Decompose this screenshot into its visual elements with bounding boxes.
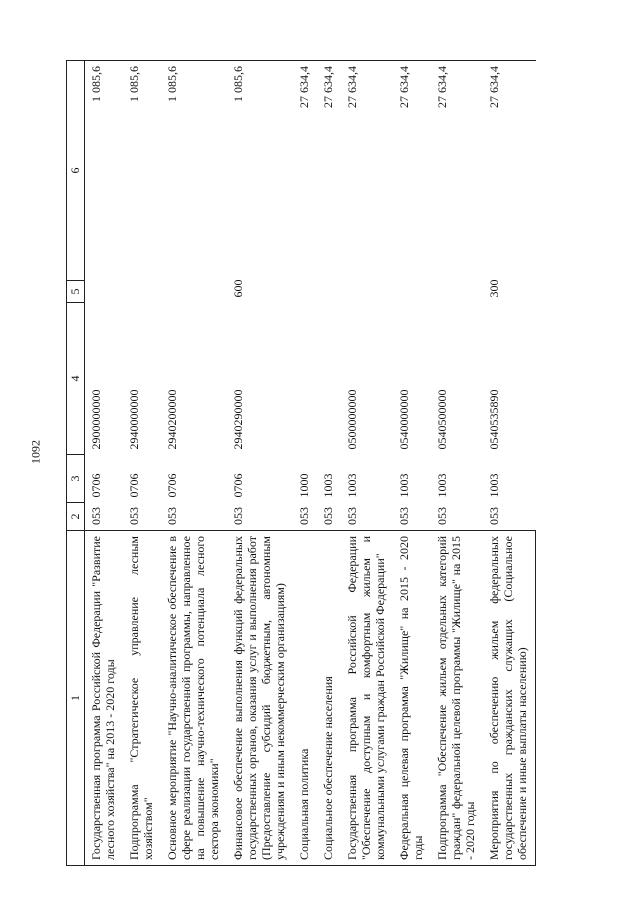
table-row — [123, 61, 161, 866]
row-csr: 0500000000 — [345, 389, 359, 450]
row-vr — [123, 281, 161, 303]
row-amount: 27 634,4 — [431, 61, 483, 281]
table-row — [483, 61, 536, 866]
row-amount: 27 634,4 — [341, 61, 393, 281]
table-row — [393, 61, 431, 866]
row-name: Социальная политика — [293, 531, 317, 866]
row-grbs: 053 — [127, 507, 141, 525]
row-name: Федеральная целевая программа "Жилище" на 2015 - 2020 годы — [393, 531, 431, 866]
row-amount: 1 085,6 — [227, 61, 293, 281]
row-csr: 0540535890 — [487, 389, 501, 450]
row-rzpr: 1000 — [297, 473, 311, 498]
table-row — [317, 61, 341, 866]
row-grbs: 053 — [297, 507, 311, 525]
row-vr — [393, 281, 431, 303]
row-grbs: 053 — [397, 507, 411, 525]
row-name: Социальное обеспечение населения — [317, 531, 341, 866]
table-body — [67, 61, 536, 866]
row-amount: 27 634,4 — [317, 61, 341, 281]
header-col-1: 1 — [67, 531, 85, 866]
row-vr — [161, 281, 227, 303]
row-grbs: 053 — [89, 507, 103, 525]
row-rzpr: 0706 — [231, 473, 245, 498]
row-amount: 1 085,6 — [123, 61, 161, 281]
row-rzpr: 0706 — [89, 473, 103, 498]
row-rzpr: 1003 — [345, 473, 359, 498]
table-row — [341, 61, 393, 866]
row-vr — [341, 281, 393, 303]
header-col-3: 3 — [67, 455, 85, 503]
row-rzpr: 0706 — [165, 473, 179, 498]
table-row — [431, 61, 483, 866]
row-vr: 300 — [487, 279, 501, 298]
row-name: Мероприятия по обеспечению жильем федеральных государственных гражданских служащих (Социальное обеспечение и иные выплаты населению) — [483, 531, 536, 866]
row-csr: 2940000000 — [127, 389, 141, 450]
row-vr — [317, 281, 341, 303]
row-rzpr: 1003 — [487, 473, 501, 498]
page-number: 1092 — [28, 440, 43, 464]
row-grbs: 053 — [435, 507, 449, 525]
row-amount: 27 634,4 — [483, 61, 536, 281]
row-amount: 1 085,6 — [161, 61, 227, 281]
row-rzpr: 1003 — [321, 473, 335, 498]
row-amount: 27 634,4 — [393, 61, 431, 281]
row-amount: 1 085,6 — [85, 61, 124, 281]
header-col-4: 4 — [67, 303, 85, 455]
row-grbs: 053 — [165, 507, 179, 525]
row-csr — [293, 303, 317, 455]
row-name: Подпрограмма "Стратегическое управление лесным хозяйством" — [123, 531, 161, 866]
row-csr — [317, 303, 341, 455]
row-vr: 600 — [231, 279, 245, 298]
row-csr: 0540500000 — [435, 389, 449, 450]
table-row — [161, 61, 227, 866]
row-csr: 2940290000 — [231, 389, 245, 450]
row-grbs: 053 — [487, 507, 501, 525]
row-csr: 2900000000 — [89, 389, 103, 450]
row-rzpr: 1003 — [397, 473, 411, 498]
table-header-row — [67, 61, 85, 866]
budget-table-sheet — [66, 61, 571, 866]
table-row — [293, 61, 317, 866]
row-vr — [293, 281, 317, 303]
row-amount: 27 634,4 — [293, 61, 317, 281]
header-col-6: 6 — [67, 61, 85, 281]
row-csr: 0540000000 — [397, 389, 411, 450]
row-csr: 2940200000 — [165, 389, 179, 450]
budget-table — [66, 60, 536, 866]
row-name: Государственная программа Российской Федерации "Развитие лесного хозяйства" на 2013 - 2020 годы — [85, 531, 124, 866]
row-grbs: 053 — [321, 507, 335, 525]
row-name: Подпрограмма "Обеспечение жильем отдельных категорий граждан" федеральной целевой программы "Жилище" на 2015 - 2020 годы — [431, 531, 483, 866]
row-vr — [431, 281, 483, 303]
header-col-2: 2 — [67, 503, 85, 531]
row-name: Основное мероприятие "Научно-аналитическое обеспечение в сфере реализации государственной программы, направленное на повышение научно-технического потенциала лесного сектора экономики" — [161, 531, 227, 866]
table-row — [227, 61, 293, 866]
row-vr — [85, 281, 124, 303]
header-col-5: 5 — [67, 281, 85, 303]
row-name: Государственная программа Российской Федерации "Обеспечение доступным и комфортным жильем и коммунальными услугами граждан Российской Федерации" — [341, 531, 393, 866]
table-row — [85, 61, 124, 866]
row-name: Финансовое обеспечение выполнения функций федеральных государственных органов, оказания услуг и выполнения работ (Предоставление субсидий бюджетным, автономным учреждениям и иным некоммерческим организациям) — [227, 531, 293, 866]
row-grbs: 053 — [231, 507, 245, 525]
row-grbs: 053 — [345, 507, 359, 525]
row-rzpr: 0706 — [127, 473, 141, 498]
row-rzpr: 1003 — [435, 473, 449, 498]
